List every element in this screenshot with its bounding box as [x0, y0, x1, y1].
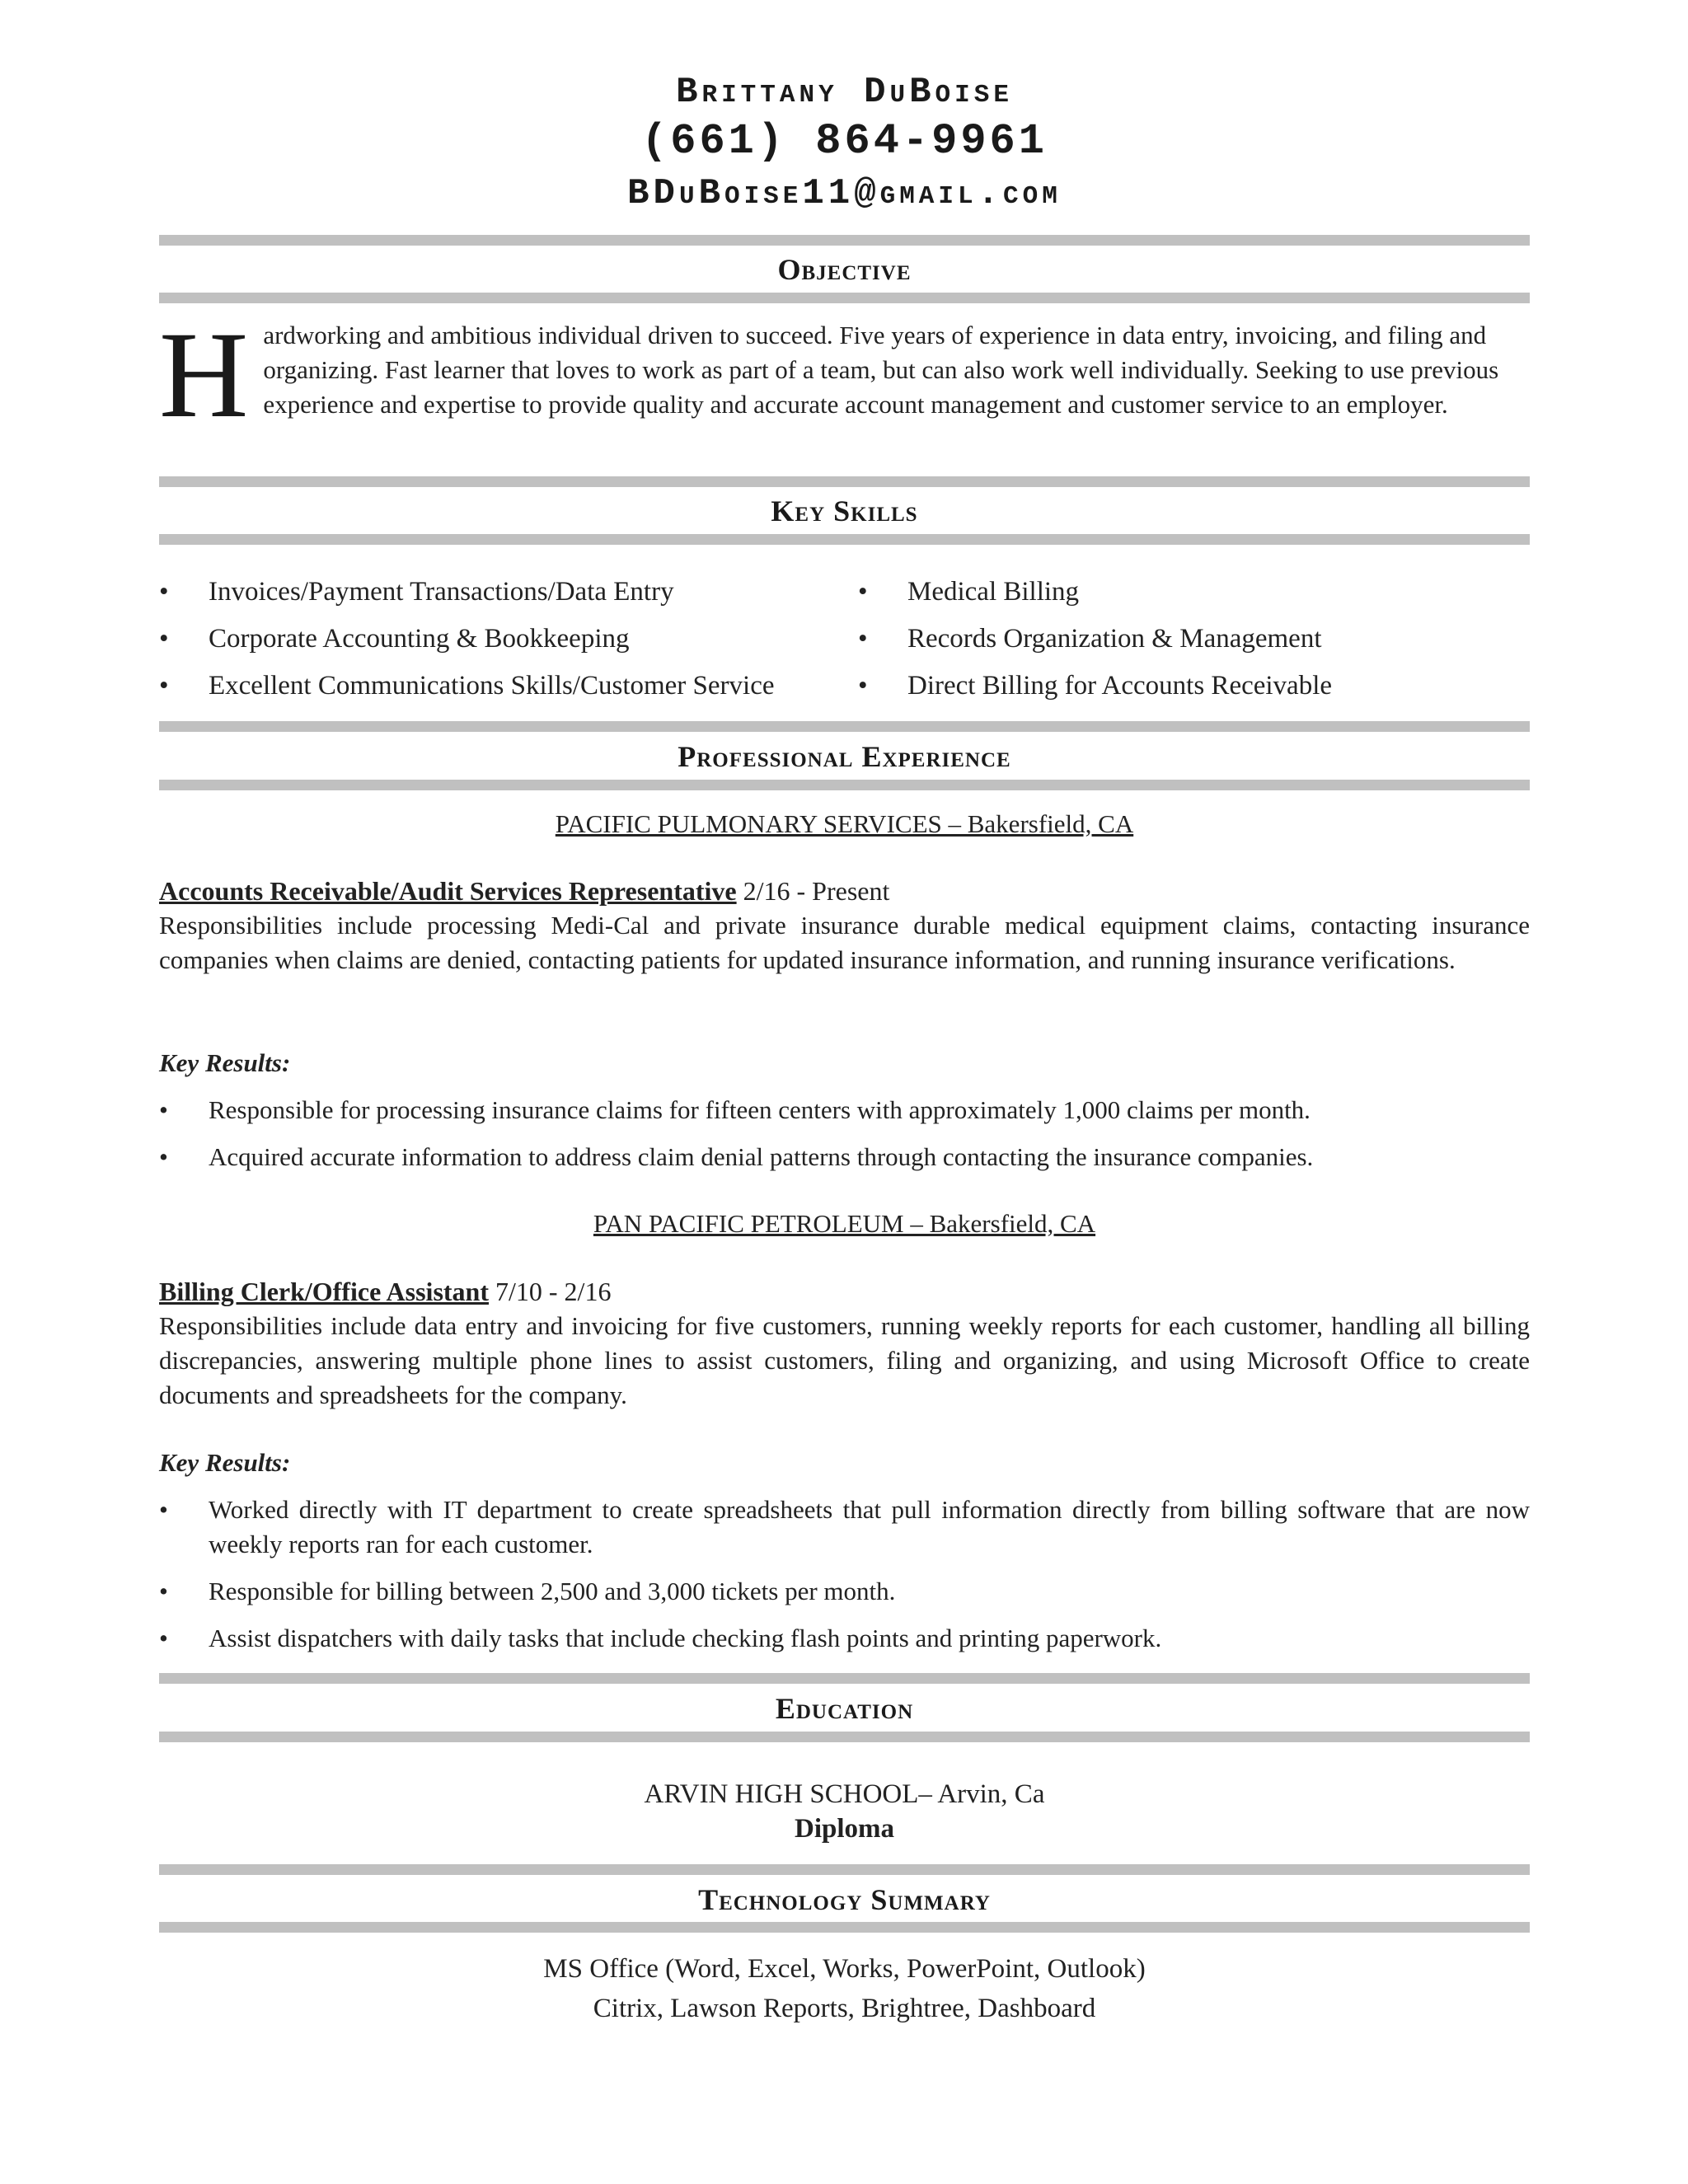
section-divider [159, 235, 1530, 246]
key-result-item: • Responsible for billing between 2,500 and 3,000 tickets per month. [159, 1574, 1530, 1609]
section-divider [159, 780, 1530, 790]
job-title: Billing Clerk/Office Assistant [159, 1277, 489, 1306]
technology-line: Citrix, Lawson Reports, Brightree, Dashboard [593, 1994, 1096, 2023]
key-result-item: • Worked directly with IT department to create spreadsheets that pull information directly from billing software that are now weekly reports ran for each customer. [159, 1493, 1530, 1562]
candidate-phone: (661) 864-9961 [641, 117, 1048, 166]
school-name: ARVIN HIGH SCHOOL– Arvin, Ca [644, 1779, 1045, 1809]
company-name: PAN PACIFIC PETROLEUM – Bakersfield, CA [593, 1209, 1096, 1238]
job-title: Accounts Receivable/Audit Services Representative [159, 876, 737, 906]
objective-text: ardworking and ambitious individual driven to succeed. Five years of experience in data entry, invoicing, and filing and organizing. Fast learner that loves to work as part of a team, but can also work well individually. Seeking to use previous experience and expertise to provide quality and accurate account management and customer service to an employer. [263, 321, 1499, 419]
section-divider [159, 1922, 1530, 1933]
key-results-label: Key Results: [159, 1448, 291, 1477]
job-dates: 7/10 - 2/16 [495, 1277, 612, 1306]
skill-item: • Invoices/Payment Transactions/Data Entry [159, 569, 858, 616]
section-divider [159, 293, 1530, 303]
objective-text-block [159, 307, 1530, 443]
company-name: PACIFIC PULMONARY SERVICES – Bakersfield, CA [555, 809, 1134, 838]
skill-item: • Medical Billing [858, 569, 1332, 616]
key-result-item: • Acquired accurate information to address claim denial patterns through contacting the insurance companies. [159, 1140, 1530, 1174]
skill-item: • Direct Billing for Accounts Receivable [858, 663, 1332, 710]
skills-column-right [858, 569, 1332, 710]
technology-heading: Technology Summary [698, 1883, 991, 1916]
skill-item: • Records Organization & Management [858, 616, 1332, 663]
key-result-item: • Assist dispatchers with daily tasks that include checking flash points and printing paperwork. [159, 1621, 1530, 1656]
job-dates: 2/16 - Present [743, 876, 890, 906]
degree: Diploma [794, 1814, 894, 1844]
objective-dropcap: H [159, 307, 249, 443]
skill-item: • Excellent Communications Skills/Customer Service [159, 663, 858, 710]
key-results-label: Key Results: [159, 1048, 291, 1077]
experience-heading: Professional Experience [678, 740, 1011, 773]
job-description: Responsibilities include processing Medi-Cal and private insurance durable medical equipment claims, contacting insurance companies when claims are denied, contacting patients for updated insurance information, and running insurance verifications. [159, 911, 1530, 974]
education-heading: Education [775, 1692, 914, 1725]
key-results-list [159, 1093, 1530, 1187]
candidate-email: BDuBoise11@gmail.com [627, 173, 1062, 214]
key-results-list [159, 1493, 1530, 1668]
candidate-name: Brittany DuBoise [676, 72, 1013, 113]
job-heading [159, 1274, 1530, 1309]
section-divider [159, 1864, 1530, 1875]
technology-line: MS Office (Word, Excel, Works, PowerPoint, Outlook) [543, 1954, 1146, 1984]
objective-heading: Objective [777, 253, 912, 286]
job-description: Responsibilities include data entry and invoicing for five customers, running weekly reports for each customer, handling all billing discrepancies, answering multiple phone lines to assist customers, filing and organizing, and using Microsoft Office to create documents and spreadsheets for the company. [159, 1311, 1530, 1409]
skills-column-left [159, 569, 858, 710]
key-result-item: • Responsible for processing insurance claims for fifteen centers with approximately 1,000 claims per month. [159, 1093, 1530, 1127]
job-heading [159, 874, 1530, 908]
skills-list [159, 569, 1530, 710]
section-divider [159, 534, 1530, 545]
section-divider [159, 1673, 1530, 1684]
skills-heading: Key Skills [771, 494, 918, 527]
skill-item: • Corporate Accounting & Bookkeeping [159, 616, 858, 663]
section-divider [159, 721, 1530, 732]
section-divider [159, 1732, 1530, 1742]
section-divider [159, 476, 1530, 487]
